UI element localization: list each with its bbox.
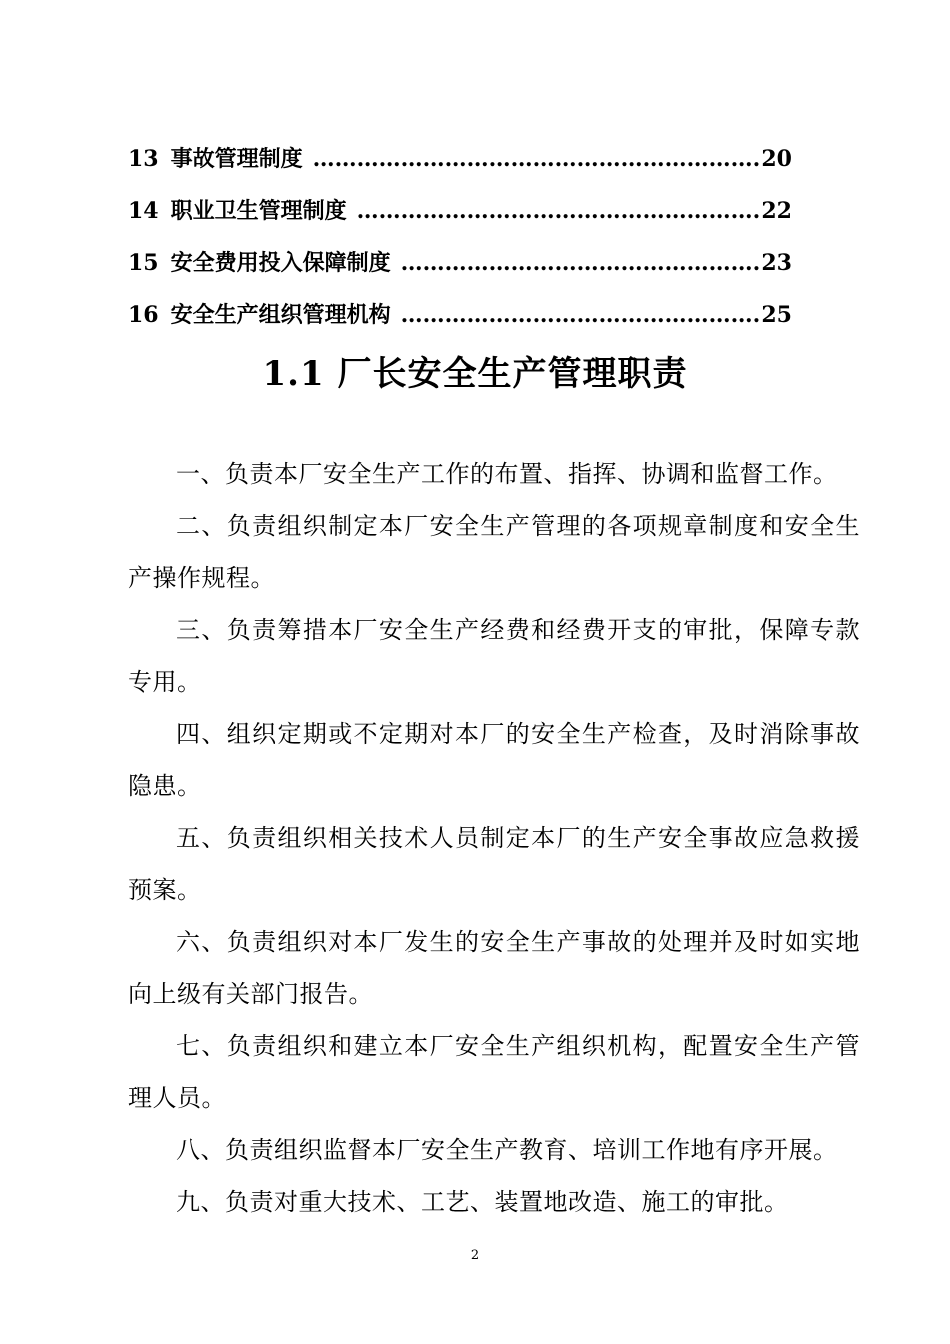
toc-leader-dots — [357, 198, 762, 224]
paragraph: 八、负责组织监督本厂安全生产教育、培训工作地有序开展。 — [176, 1136, 838, 1164]
toc-leader-dots — [401, 302, 762, 328]
paragraph: 九、负责对重大技术、工艺、装置地改造、施工的审批。 — [176, 1188, 789, 1216]
toc-leader-dots — [401, 250, 762, 276]
toc-page: 20 — [761, 146, 792, 172]
toc-page: 25 — [761, 302, 792, 328]
toc-leader-dots — [313, 146, 762, 172]
paragraph: 六、负责组织对本厂发生的安全生产事故的处理并及时如实地向上级有关部门报告。 — [128, 928, 860, 1008]
section-title: 1.1 厂长安全生产管理职责 — [262, 354, 688, 394]
toc-entry — [128, 298, 792, 350]
paragraph: 三、负责筹措本厂安全生产经费和经费开支的审批，保障专款专用。 — [128, 616, 860, 696]
paragraph: 四、组织定期或不定期对本厂的安全生产检查，及时消除事故隐患。 — [128, 720, 860, 800]
toc-title: 安全生产组织管理机构 — [170, 302, 391, 328]
toc-number: 15 — [128, 250, 159, 276]
toc-number: 14 — [128, 198, 159, 224]
paragraph: 二、负责组织制定本厂安全生产管理的各项规章制度和安全生产操作规程。 — [128, 512, 860, 592]
toc-page: 22 — [761, 198, 792, 224]
toc-entry — [128, 246, 792, 298]
toc-number: 13 — [128, 146, 159, 172]
toc-number: 16 — [128, 302, 159, 328]
page-number: 2 — [470, 1248, 480, 1263]
toc-title: 事故管理制度 — [170, 146, 303, 172]
toc-title: 职业卫生管理制度 — [170, 198, 347, 224]
paragraph: 一、负责本厂安全生产工作的布置、指挥、协调和监督工作。 — [176, 460, 838, 488]
toc-entry — [128, 142, 792, 194]
toc-title: 安全费用投入保障制度 — [170, 250, 391, 276]
paragraph: 五、负责组织相关技术人员制定本厂的生产安全事故应急救援预案。 — [128, 824, 860, 904]
body-text — [128, 448, 860, 1228]
toc-entry — [128, 194, 792, 246]
toc-page: 23 — [761, 250, 792, 276]
table-of-contents — [128, 142, 792, 350]
paragraph: 七、负责组织和建立本厂安全生产组织机构，配置安全生产管理人员。 — [128, 1032, 860, 1112]
